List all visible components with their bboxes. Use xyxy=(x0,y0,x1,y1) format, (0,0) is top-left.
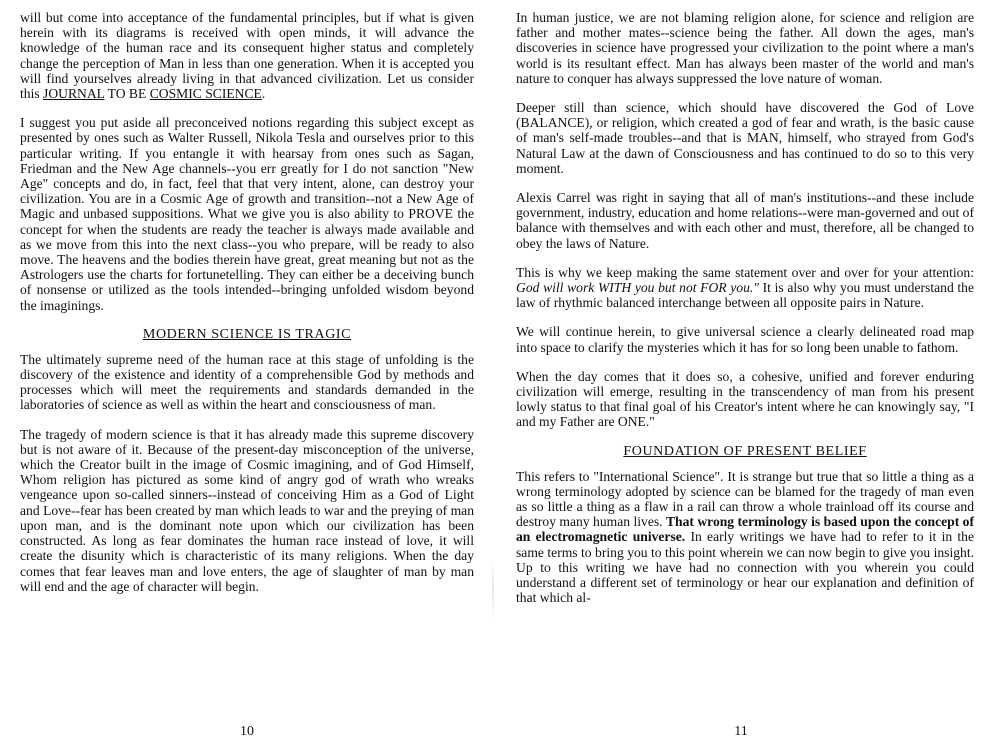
left-paragraph-3: The ultimately supreme need of the human race at this stage of unfolding is the discovery of the existence and identity of a comprehensible God by methods and processes which will meet the requirements and standards demanded in the laboratories of science as well as within the heart and consciousness of man. xyxy=(20,351,474,413)
left-paragraph-1 xyxy=(20,10,474,101)
right-p7-bold-sentence: That wrong terminology is based upon the concept of an electromagnetic universe. xyxy=(516,514,975,545)
right-p7-text-a: This refers to "International Science". It is strange but true that so little a thing as a wrong terminology adopted by science can be blamed for the tragedy of man even as so little a thing as a flaw in a rail can throw a whole trainload off its course and destroy many human lives. xyxy=(516,468,974,530)
right-p4-italic-quote: God will work WITH you but not FOR you." xyxy=(516,280,759,296)
cosmic-science-underlined: COSMIC SCIENCE xyxy=(149,86,262,102)
left-paragraph-4: The tragedy of modern science is that it has already made this supreme discovery but is not aware of it. Because of the present-day misconception of the universe, which the Creator built in the image of Cosmic imagining, and of God Himself, Whom religion has pictured as some kind of angry god of wrath who wreaks vengeance upon so-called sinners--instead of conceiving Him as a God of Light and Love--fear has been created by man which leads to war and the preying of man upon man, and is the dominant note upon which our civilization has been constructed. As long as fear dominates the human race instead of love, it will create the disunity which is characteristic of its many religions. When the day comes that fear leaves man and love enters, the age of slaughter of man by man will end and the age of character will begin. xyxy=(20,426,474,594)
right-p4-text-a: This is why we keep making the same statement over and over for your attention: xyxy=(516,264,974,280)
section-heading-modern-science: MODERN SCIENCE IS TRAGIC xyxy=(142,326,352,342)
right-p4-text-b: It is also why you must understand the law of rhythmic balanced interchange between all opposite pairs in Nature. xyxy=(516,280,975,311)
right-paragraph-5: We will continue herein, to give universal science a clearly delineated road map into space to clarify the mysteries which it has for so long been unable to fathom. xyxy=(516,324,974,355)
right-paragraph-6: When the day comes that it does so, a cohesive, unified and forever enduring civilization will emerge, resulting in the transcendency of man from his present lowly status to that final goal of his Creator's intent where he can knowingly say, "I and my Father are ONE." xyxy=(516,368,974,430)
right-paragraph-4 xyxy=(516,265,974,311)
right-p7-text-b: In early writings we have had to refer to it in the same terms to bring you to this point wherein we can now begin to give you insight. Up to this writing we have had no connection with you wherein you could understand a different set of terminology or hear our explanation and definition of that which al- xyxy=(516,529,975,606)
right-paragraph-3: Alexis Carrel was right in saying that all of man's institutions--and these include government, industry, education and home relations--were man-governed and out of balance with themselves and with each other and must, therefore, all be changed to obey the laws of Nature. xyxy=(516,190,974,251)
section-heading-foundation: FOUNDATION OF PRESENT BELIEF xyxy=(623,443,867,459)
left-p1-text-b: TO BE xyxy=(104,86,150,102)
left-paragraph-2: I suggest you put aside all preconceived notions regarding this subject except as presented by ones such as Walter Russell, Nikola Tesla and ourselves prior to this particular writing. If you entangle it with hearsay from ones such as Sagan, Friedman and the New Age channels--you err greatly for I do not sanction "New Age" concepts and do, in fact, feel that that very intent, alone, can destroy your civilization. You are in a Cosmic Age of growth and transition--not a New Age of Magic and unbased suppositions. What we give you is also ability to PROVE the concept for when the students are ready the teacher is always made available and as we move from this into the next class--you who prepare, will be ready to also move. The heavens and the bodies therein have great, great meaning but not as the Astrologers use the charts for fortunetelling. They can either be a deceiving bunch of nonsense or utilized as the tools intended--bringing unfolded wisdom beyond the imaginings. xyxy=(20,115,474,313)
right-paragraph-7 xyxy=(516,469,974,606)
page-number-left: 10 xyxy=(240,724,254,739)
left-p1-text-a: will but come into acceptance of the fundamental principles, but if what is given herein with its diagrams is received with open minds, it will advance the knowledge of the human race and its consequent higher status and completely change the perception of Man in less than one generation. When it is accepted you will find yourselves already living in that advanced civilization. Let us consider this xyxy=(20,10,474,102)
right-paragraph-1: In human justice, we are not blaming religion alone, for science and religion are father and mother mates--science being the father. All down the ages, man's discoveries in science have progressed your civilization to the point where a man's world is its resultant effect. Man has always been master of the world and man's nature to conquer has always suppressed the love nature of woman. xyxy=(516,10,974,86)
journal-underlined: JOURNAL xyxy=(43,86,105,102)
left-p1-text-c: . xyxy=(261,86,266,102)
right-paragraph-2: Deeper still than science, which should have discovered the God of Love (BALANCE), or religion, which created a god of fear and wrath, is the basic cause of man's self-made troubles--and that is MAN, himself, who strayed from God's Natural Law at the dawn of Consciousness and has continued to do so to this very moment. xyxy=(516,100,974,176)
right-page xyxy=(494,0,988,754)
page-number-right: 11 xyxy=(734,724,748,739)
